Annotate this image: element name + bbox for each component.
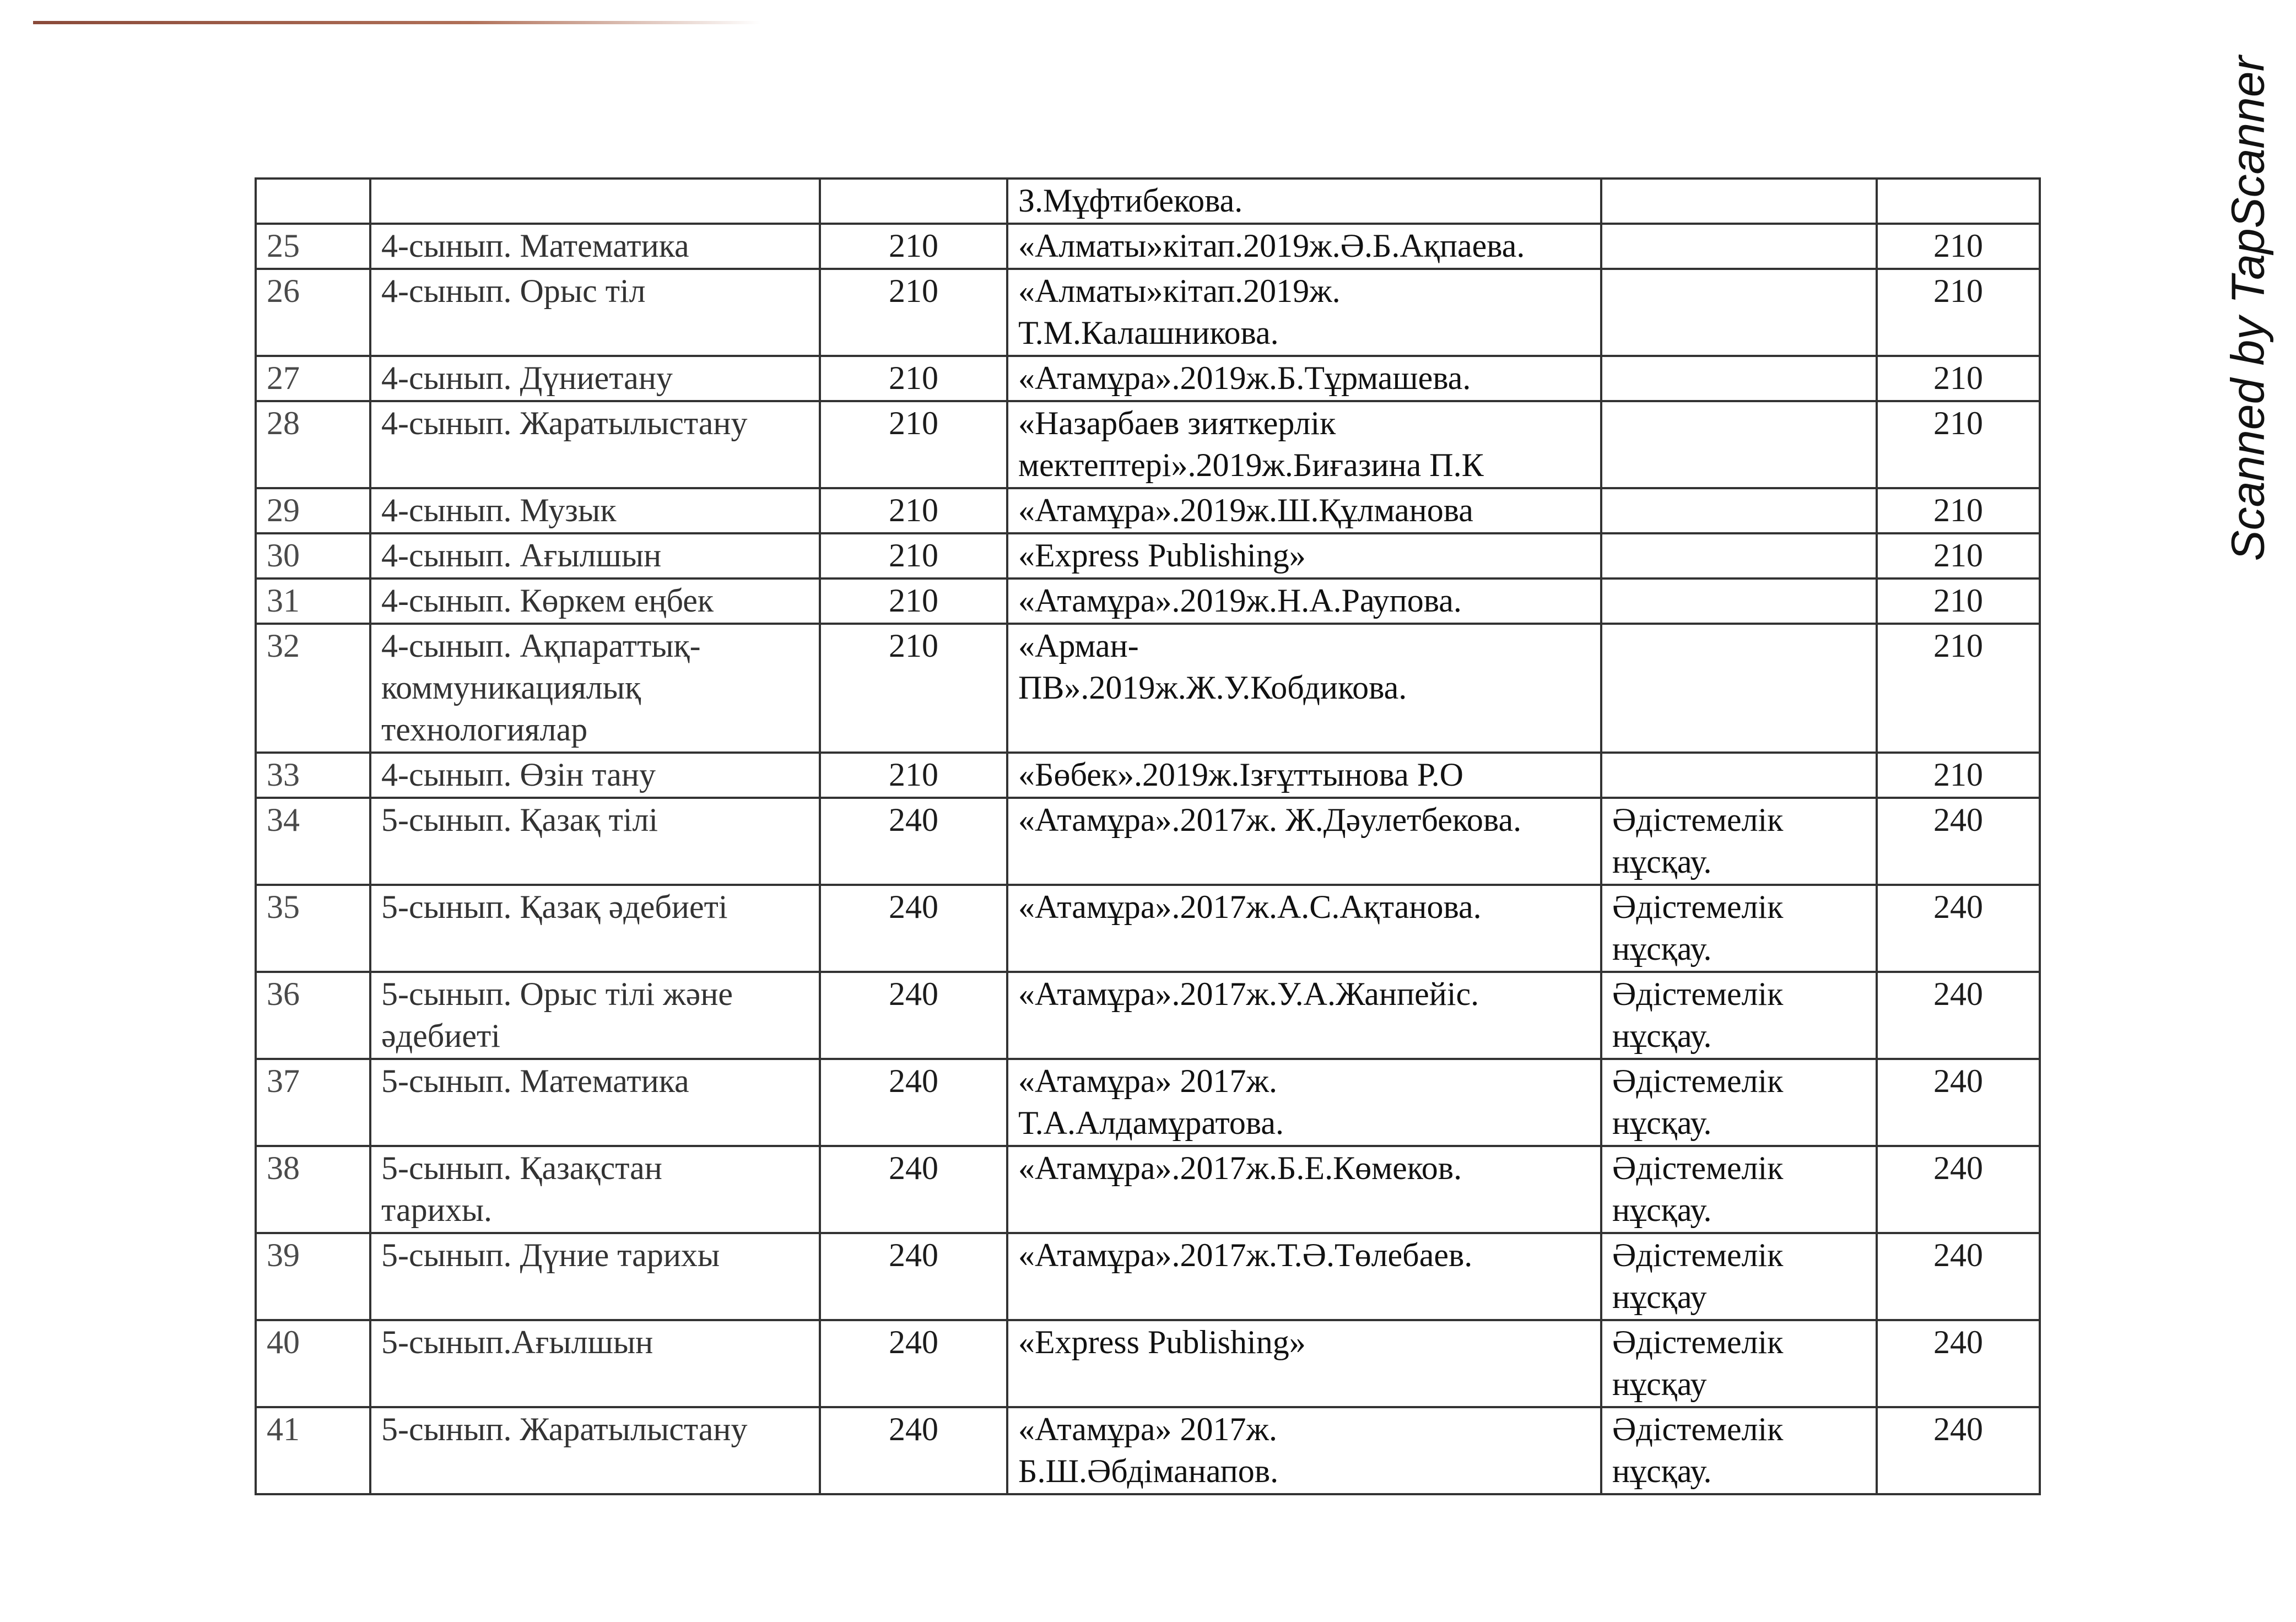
row-number-cell: 30 (256, 533, 370, 578)
quantity-cell: 240 (820, 885, 1007, 972)
table-row (256, 1233, 2040, 1320)
methodical-note-cell (1601, 269, 1877, 356)
subject-name-cell: 4-сынып. Ағылшын (370, 533, 820, 578)
table-row (256, 972, 2040, 1059)
publisher-author-cell: «Назарбаев зияткерлік мектептері».2019ж.Биғазина П.К (1007, 401, 1601, 488)
methodical-note-cell (1601, 224, 1877, 269)
table-row (256, 356, 2040, 401)
publisher-author-cell: «Атамұра».2017ж.Т.Ә.Төлебаев. (1007, 1233, 1601, 1320)
publisher-author-cell: «Алматы»кітап.2019ж. Т.М.Калашникова. (1007, 269, 1601, 356)
methodical-note-cell: Әдістемелік нұсқау (1601, 1320, 1877, 1407)
table-row (256, 1059, 2040, 1146)
publisher-author-cell: «Арман- ПВ».2019ж.Ж.У.Кобдикова. (1007, 624, 1601, 753)
total-quantity-cell: 240 (1877, 1407, 2040, 1494)
methodical-note-cell: Әдістемелік нұсқау. (1601, 1059, 1877, 1146)
publisher-author-cell: «Атамұра» 2017ж. Б.Ш.Әбдіманапов. (1007, 1407, 1601, 1494)
total-quantity-cell: 240 (1877, 1320, 2040, 1407)
methodical-note-cell: Әдістемелік нұсқау. (1601, 798, 1877, 885)
publisher-author-cell: «Алматы»кітап.2019ж.Ә.Б.Ақпаева. (1007, 224, 1601, 269)
subject-name-cell: 4-сынып. Көркем еңбек (370, 578, 820, 624)
table-row (256, 798, 2040, 885)
total-quantity-cell: 210 (1877, 224, 2040, 269)
row-number-cell: 40 (256, 1320, 370, 1407)
methodical-note-cell (1601, 753, 1877, 798)
subject-name-cell: 4-сынып. Орыс тіл (370, 269, 820, 356)
subject-name-cell: 5-сынып. Жаратылыстану (370, 1407, 820, 1494)
row-number-cell: 31 (256, 578, 370, 624)
table-row (256, 1407, 2040, 1494)
methodical-note-cell (1601, 578, 1877, 624)
quantity-cell: 210 (820, 401, 1007, 488)
row-number-cell: 33 (256, 753, 370, 798)
methodical-note-cell (1601, 624, 1877, 753)
quantity-cell: 210 (820, 224, 1007, 269)
table-row (256, 885, 2040, 972)
quantity-cell: 210 (820, 533, 1007, 578)
publisher-author-cell: «Атамұра».2019ж.Н.А.Раупова. (1007, 578, 1601, 624)
row-number-cell: 29 (256, 488, 370, 533)
row-number-cell: 37 (256, 1059, 370, 1146)
subject-name-cell: 4-сынып. Ақпараттық- коммуникациялық технологиялар (370, 624, 820, 753)
row-number-cell: 41 (256, 1407, 370, 1494)
total-quantity-cell: 210 (1877, 624, 2040, 753)
total-quantity-cell: 210 (1877, 401, 2040, 488)
subject-name-cell (370, 179, 820, 224)
row-number-cell: 36 (256, 972, 370, 1059)
publisher-author-cell: «Атамұра».2019ж.Ш.Құлманова (1007, 488, 1601, 533)
scanner-watermark: Scanned by TapScanner (2222, 56, 2274, 561)
quantity-cell: 210 (820, 753, 1007, 798)
table-row (256, 401, 2040, 488)
table-row (256, 753, 2040, 798)
row-number-cell: 38 (256, 1146, 370, 1233)
subject-name-cell: 5-сынып. Қазақ тілі (370, 798, 820, 885)
subject-name-cell: 4-сынып. Математика (370, 224, 820, 269)
total-quantity-cell: 240 (1877, 1146, 2040, 1233)
total-quantity-cell: 240 (1877, 798, 2040, 885)
subject-name-cell: 4-сынып. Дүниетану (370, 356, 820, 401)
total-quantity-cell: 240 (1877, 1059, 2040, 1146)
row-number-cell: 27 (256, 356, 370, 401)
quantity-cell (820, 179, 1007, 224)
total-quantity-cell: 240 (1877, 885, 2040, 972)
publisher-author-cell: «Атамұра».2017ж.А.С.Ақтанова. (1007, 885, 1601, 972)
publisher-author-cell: «Атамұра».2017ж. Ж.Дәулетбекова. (1007, 798, 1601, 885)
quantity-cell: 240 (820, 1233, 1007, 1320)
methodical-note-cell: Әдістемелік нұсқау. (1601, 885, 1877, 972)
row-number-cell: 34 (256, 798, 370, 885)
total-quantity-cell: 210 (1877, 753, 2040, 798)
subject-name-cell: 5-сынып. Орыс тілі және әдебиеті (370, 972, 820, 1059)
methodical-note-cell: Әдістемелік нұсқау (1601, 1233, 1877, 1320)
quantity-cell: 240 (820, 798, 1007, 885)
total-quantity-cell: 210 (1877, 269, 2040, 356)
row-number-cell: 32 (256, 624, 370, 753)
subject-name-cell: 5-сынып. Қазақ әдебиеті (370, 885, 820, 972)
total-quantity-cell: 210 (1877, 356, 2040, 401)
row-number-cell: 25 (256, 224, 370, 269)
top-edge-rule (33, 21, 760, 24)
table-row (256, 179, 2040, 224)
quantity-cell: 240 (820, 1407, 1007, 1494)
subject-name-cell: 5-сынып. Қазақстан тарихы. (370, 1146, 820, 1233)
total-quantity-cell: 240 (1877, 1233, 2040, 1320)
quantity-cell: 210 (820, 488, 1007, 533)
quantity-cell: 210 (820, 624, 1007, 753)
table-body (256, 179, 2040, 1494)
quantity-cell: 240 (820, 972, 1007, 1059)
publisher-author-cell: «Express Publishing» (1007, 533, 1601, 578)
subject-name-cell: 4-сынып. Жаратылыстану (370, 401, 820, 488)
subject-name-cell: 5-сынып.Ағылшын (370, 1320, 820, 1407)
publisher-author-cell: «Атамұра».2019ж.Б.Тұрмашева. (1007, 356, 1601, 401)
methodical-note-cell: Әдістемелік нұсқау. (1601, 972, 1877, 1059)
total-quantity-cell (1877, 179, 2040, 224)
total-quantity-cell: 210 (1877, 533, 2040, 578)
row-number-cell: 26 (256, 269, 370, 356)
row-number-cell: 39 (256, 1233, 370, 1320)
table-row (256, 488, 2040, 533)
total-quantity-cell: 240 (1877, 972, 2040, 1059)
methodical-note-cell (1601, 488, 1877, 533)
row-number-cell (256, 179, 370, 224)
quantity-cell: 240 (820, 1059, 1007, 1146)
row-number-cell: 35 (256, 885, 370, 972)
publisher-author-cell: «Атамұра» 2017ж. Т.А.Алдамұратова. (1007, 1059, 1601, 1146)
methodical-note-cell (1601, 179, 1877, 224)
table-row (256, 578, 2040, 624)
total-quantity-cell: 210 (1877, 578, 2040, 624)
subject-name-cell: 4-сынып. Өзін тану (370, 753, 820, 798)
quantity-cell: 210 (820, 269, 1007, 356)
table-row (256, 533, 2040, 578)
quantity-cell: 240 (820, 1146, 1007, 1233)
methodical-note-cell (1601, 533, 1877, 578)
publisher-author-cell: З.Мұфтибекова. (1007, 179, 1601, 224)
methodical-note-cell: Әдістемелік нұсқау. (1601, 1146, 1877, 1233)
publisher-author-cell: «Атамұра».2017ж.Б.Е.Көмеков. (1007, 1146, 1601, 1233)
methodical-note-cell (1601, 356, 1877, 401)
quantity-cell: 210 (820, 578, 1007, 624)
table-row (256, 1320, 2040, 1407)
table-row (256, 624, 2040, 753)
methodical-note-cell (1601, 401, 1877, 488)
row-number-cell: 28 (256, 401, 370, 488)
subject-name-cell: 5-сынып. Дүние тарихы (370, 1233, 820, 1320)
subject-name-cell: 4-сынып. Музык (370, 488, 820, 533)
table-row (256, 224, 2040, 269)
table-row (256, 269, 2040, 356)
quantity-cell: 240 (820, 1320, 1007, 1407)
textbook-table (255, 177, 2041, 1495)
publisher-author-cell: «Express Publishing» (1007, 1320, 1601, 1407)
subject-name-cell: 5-сынып. Математика (370, 1059, 820, 1146)
methodical-note-cell: Әдістемелік нұсқау. (1601, 1407, 1877, 1494)
table-row (256, 1146, 2040, 1233)
publisher-author-cell: «Атамұра».2017ж.У.А.Жанпейіс. (1007, 972, 1601, 1059)
quantity-cell: 210 (820, 356, 1007, 401)
publisher-author-cell: «Бөбек».2019ж.Ізғұттынова Р.О (1007, 753, 1601, 798)
total-quantity-cell: 210 (1877, 488, 2040, 533)
